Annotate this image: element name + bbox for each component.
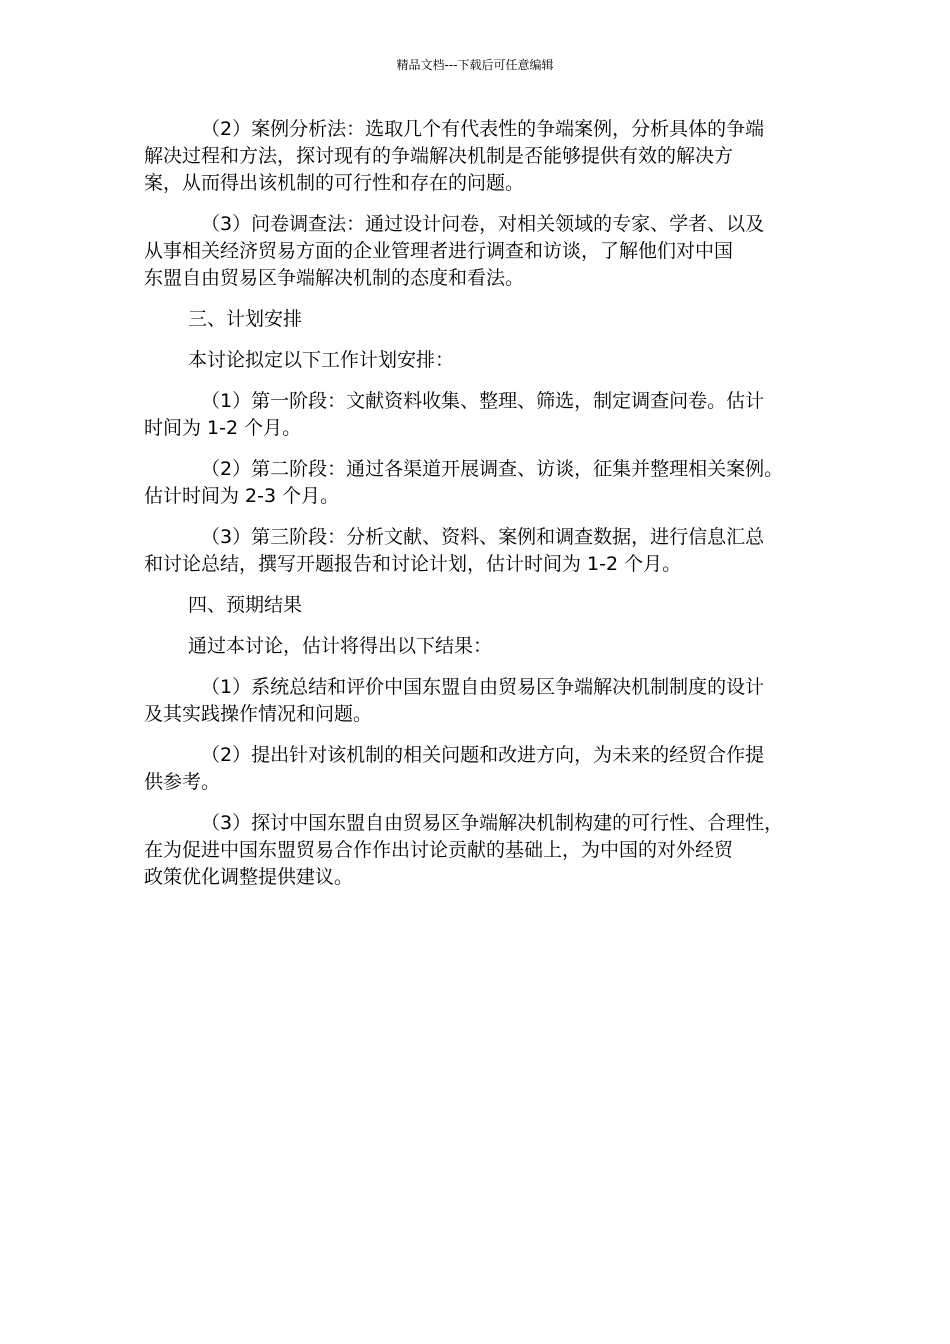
paragraph-phase-three [144,524,816,578]
paragraph-result-two [144,742,816,796]
document-body [144,116,816,905]
text-line: 解决过程和方法，探讨现有的争端解决机制是否能够提供有效的解决方 [144,145,734,167]
paragraph-phase-one [144,388,816,442]
section-heading-plan [144,306,816,333]
text-line: （3）问卷调查法：通过设计问卷，对相关领域的专家、学者、以及 [201,213,765,235]
text-line: 在为促进中国东盟贸易合作作出讨论贡献的基础上，为中国的对外经贸 [144,839,734,861]
text-line: 和讨论总结，撰写开题报告和讨论计划，估计时间为 1-2 个月。 [144,553,682,575]
text-line: 时间为 1-2 个月。 [144,417,302,439]
text-line: 东盟自由贸易区争端解决机制的态度和看法。 [144,267,525,289]
heading-text: 四、预期结果 [188,594,303,616]
text-line: 通过本讨论，估计将得出以下结果： [188,635,493,657]
text-line: 从事相关经济贸易方面的企业管理者进行调查和访谈，了解他们对中国 [144,240,734,262]
text-line: （1）系统总结和评价中国东盟自由贸易区争端解决机制制度的设计 [201,676,765,698]
text-line: （2）提出针对该机制的相关问题和改进方向，为未来的经贸合作提 [201,744,765,766]
text-line: 估计时间为 2-3 个月。 [144,485,340,507]
text-line: 本讨论拟定以下工作计划安排： [188,349,455,371]
heading-text: 三、计划安排 [188,308,303,330]
text-line: （3）探讨中国东盟自由贸易区争端解决机制构建的可行性、合理性， [201,812,784,834]
text-line: （1）第一阶段：文献资料收集、整理、筛选，制定调查问卷。估计 [201,390,765,412]
paragraph-result-one [144,674,816,728]
paragraph-phase-two [144,456,816,510]
paragraph-result-three [144,810,816,891]
paragraph-case-analysis [144,116,816,197]
text-line: 及其实践操作情况和问题。 [144,703,373,725]
section-heading-results [144,592,816,619]
text-line: 案，从而得出该机制的可行性和存在的问题。 [144,172,525,194]
text-line: （3）第三阶段：分析文献、资料、案例和调查数据，进行信息汇总 [201,526,765,548]
text-line: （2）第二阶段：通过各渠道开展调查、访谈，征集并整理相关案例。 [201,458,784,480]
paragraph-questionnaire [144,211,816,292]
paragraph-results-intro [144,633,816,660]
paragraph-plan-intro [144,347,816,374]
text-line: （2）案例分析法：选取几个有代表性的争端案例，分析具体的争端 [201,118,765,140]
page-header: 精品文档---下载后可任意编辑 [396,58,554,72]
text-line: 供参考。 [144,771,221,793]
text-line: 政策优化调整提供建议。 [144,866,354,888]
